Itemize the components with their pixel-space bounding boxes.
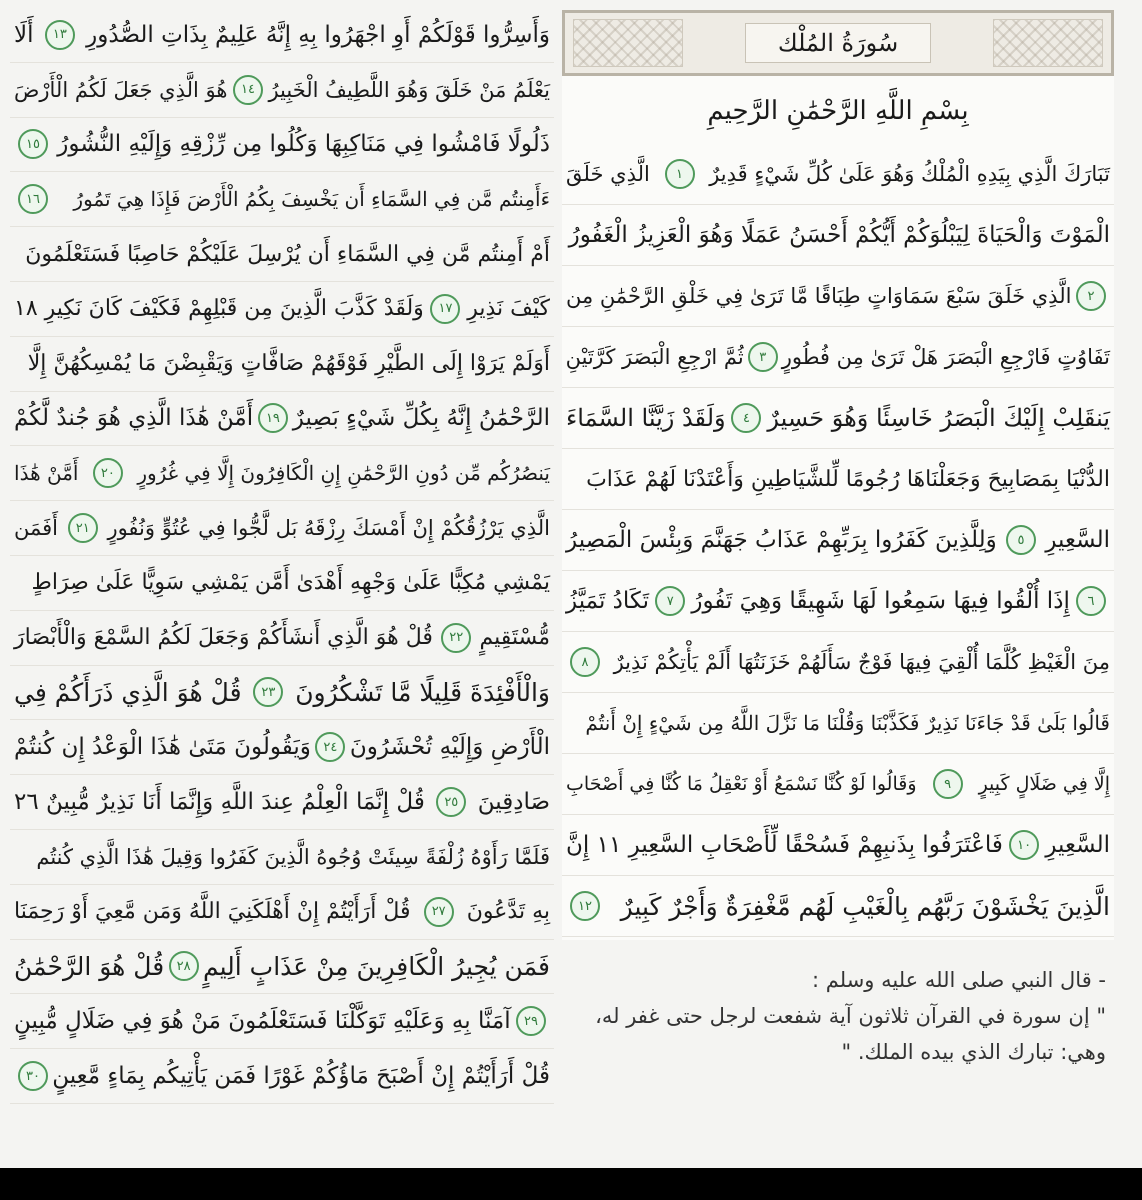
ayah-text: الْأَرْضِ وَإِلَيْهِ تُحْشَرُونَ [349,734,550,761]
ayah-line [10,720,554,775]
ayah-text: إِلَّا فِي ضَلَالٍ كَبِيرٍ [978,773,1110,795]
ayah-line [10,775,554,830]
verse-number-marker: ١٤ [233,75,263,105]
verse-number-marker: ١٥ [18,129,48,159]
verse-number-marker: ١٢ [570,891,600,921]
ayah-line [10,63,554,118]
verse-number-marker: ٤ [731,403,761,433]
ayah-line [10,885,554,940]
ayah-line [562,327,1114,388]
surah-header [562,10,1114,76]
verse-number-marker: ٢ [1076,281,1106,311]
ayah-text-continued: أَلَا [14,21,34,48]
hadith-quote [566,962,1106,1112]
left-column [10,8,554,1168]
ayah-line [10,172,554,227]
verse-number-marker: ٧ [655,586,685,616]
ayah-line [10,8,554,63]
ayah-text: الَّذِينَ يَخْشَوْنَ رَبَّهُم بِالْغَيْبِ لَهُم مَّغْفِرَةٌ وَأَجْرٌ كَبِيرٌ [620,891,1110,921]
ayah-text-continued: قُلْ إِنَّمَا الْعِلْمُ عِندَ اللَّهِ وَإِنَّمَا أَنَا نَذِيرٌ مُّبِينٌ ٢٦ [14,789,425,816]
ayah-text: صَادِقِينَ [477,789,550,816]
verse-number-marker: ٢٢ [441,623,471,653]
ayah-text-continued: قُلْ هُوَ الَّذِي ذَرَأَكُمْ فِي [14,677,242,707]
surah-title: سُورَةُ المُلْك [745,23,931,63]
ayah-text: الَّذِي خَلَقَ سَبْعَ سَمَاوَاتٍ طِبَاقًا مَّا تَرَىٰ فِي خَلْقِ الرَّحْمَٰنِ مِن [566,284,1072,308]
ayah-line [10,940,554,995]
ayah-text: الدُّنْيَا بِمَصَابِيحَ وَجَعَلْنَاهَا رُجُومًا لِّلشَّيَاطِينِ وَأَعْتَدْنَا لَهُمْ عَذَابَ [586,466,1110,492]
ayah-text-continued: وَلَقَدْ كَذَّبَ الَّذِينَ مِن قَبْلِهِمْ فَكَيْفَ كَانَ نَكِيرِ ١٨ [14,296,424,322]
ayah-text: مِنَ الْغَيْظِ كُلَّمَا أُلْقِيَ فِيهَا فَوْجٌ سَأَلَهُمْ خَزَنَتُهَا أَلَمْ يَأْتِكُمْ نَذِيرٌ [613,650,1110,674]
ayah-line [10,282,554,337]
verse-number-marker: ٨ [570,647,600,677]
ayah-text: قُلْ أَرَأَيْتُمْ إِنْ أَصْبَحَ مَاؤُكُمْ غَوْرًا فَمَن يَأْتِيكُم بِمَاءٍ مَّعِينٍ [52,1063,550,1090]
ayah-line [562,144,1114,205]
ayah-line [562,754,1114,815]
ayah-text-continued: هُوَ الَّذِي جَعَلَ لَكُمُ الْأَرْضَ [14,77,228,102]
ayah-text-continued: أَمَّنْ هَٰذَا [14,461,79,486]
ayah-text-continued: أَفَمَن [14,516,58,541]
ayah-line [10,446,554,501]
ayah-text: تَفَاوُتٍ فَارْجِعِ الْبَصَرَ هَلْ تَرَىٰ مِن فُطُورٍ [781,345,1110,369]
verse-number-marker: ١٦ [18,184,48,214]
ayah-text-continued: قُلْ هُوَ الَّذِي أَنشَأَكُمْ وَجَعَلَ لَكُمُ السَّمْعَ وَالْأَبْصَارَ [14,625,433,651]
ayah-line [562,632,1114,693]
ayah-text-continued: قُلْ أَرَأَيْتُمْ إِنْ أَهْلَكَنِيَ اللَّهُ وَمَن مَّعِيَ أَوْ رَحِمَنَا [14,899,411,925]
ayah-line [562,388,1114,449]
ayah-line [10,556,554,611]
hadith-line-1: - قال النبي صلى الله عليه وسلم : [812,968,1106,992]
ayah-text: الْمَوْتَ وَالْحَيَاةَ لِيَبْلُوَكُمْ أَيُّكُمْ أَحْسَنُ عَمَلًا وَهُوَ الْعَزِيزُ الْغَفُورُ [568,222,1110,248]
ornament-right-icon [993,19,1103,67]
ayah-line [10,830,554,885]
ayah-line [10,1049,554,1104]
ayah-text: يَنقَلِبْ إِلَيْكَ الْبَصَرُ خَاسِئًا وَهُوَ حَسِيرٌ [767,404,1110,432]
verse-number-marker: ٢٣ [253,677,283,707]
verse-number-marker: ٢٩ [516,1006,546,1036]
ayah-text: مُّسْتَقِيمٍ [479,625,550,651]
hadith-line-3: وهي: تبارك الذي بيده الملك. " [841,1040,1106,1064]
ayah-text-continued: أَمَّنْ هَٰذَا الَّذِي هُوَ جُندٌ لَّكُمْ [14,405,254,432]
ayah-text: أَمْ أَمِنتُم مَّن فِي السَّمَاءِ أَن يُرْسِلَ عَلَيْكُمْ حَاصِبًا فَسَتَعْلَمُونَ [25,241,550,267]
ayah-line [562,693,1114,754]
ayah-line [10,611,554,666]
ayah-text: فَلَمَّا رَأَوْهُ زُلْفَةً سِيئَتْ وُجُوهُ الَّذِينَ كَفَرُوا وَقِيلَ هَٰذَا الَّذِي كُنتُم [36,844,550,869]
ayah-line [10,118,554,173]
ayah-text-continued: ثُمَّ ارْجِعِ الْبَصَرَ كَرَّتَيْنِ [565,345,744,369]
verse-number-marker: ٢٠ [93,458,123,488]
verse-number-marker: ٢٤ [315,732,345,762]
verse-number-marker: ١٧ [430,294,460,324]
ayah-text: ءَأَمِنتُم مَّن فِي السَّمَاءِ أَن يَخْسِفَ بِكُمُ الْأَرْضَ فَإِذَا هِيَ تَمُورُ [73,187,550,212]
verse-number-marker: ١٣ [45,20,75,50]
ayah-text-continued: وَلِلَّذِينَ كَفَرُوا بِرَبِّهِمْ عَذَابُ جَهَنَّمَ وَبِئْسَ الْمَصِيرُ [566,527,997,553]
ayah-line [10,392,554,447]
ayah-text-continued: تَكَادُ تَمَيَّزُ [566,588,650,614]
verse-number-marker: ٥ [1006,525,1036,555]
ayah-line [10,994,554,1049]
verse-number-marker: ٦ [1076,586,1106,616]
ayah-text-continued: الَّذِي خَلَقَ [566,162,650,186]
verse-number-marker: ٣ [748,342,778,372]
ayah-text: السَّعِيرِ [1045,832,1110,858]
ayah-text: وَالْأَفْئِدَةَ قَلِيلًا مَّا تَشْكُرُونَ [295,677,550,707]
ornament-left-icon [573,19,683,67]
verse-number-marker: ٩ [933,769,963,799]
verse-number-marker: ١ [665,159,695,189]
ayah-text: كَيْفَ نَذِيرِ [467,296,550,322]
verse-number-marker: ٣٠ [18,1061,48,1091]
ayah-text: بِهِ تَدَّعُونَ [466,899,550,925]
hadith-line-2: " إن سورة في القرآن ثلاثون آية شفعت لرجل حتى غفر له، [595,1004,1106,1028]
bottom-bar [0,1168,1142,1200]
ayah-line [562,510,1114,571]
ayah-text-continued: قُلْ هُوَ الرَّحْمَٰنُ [14,951,165,981]
ayah-text: يَنصُرُكُم مِّن دُونِ الرَّحْمَٰنِ إِنِ الْكَافِرُونَ إِلَّا فِي غُرُورٍ [137,461,550,486]
verse-number-marker: ٢٧ [424,897,454,927]
verse-number-marker: ٢١ [68,513,98,543]
ayah-text: أَوَلَمْ يَرَوْا إِلَى الطَّيْرِ فَوْقَهُمْ صَافَّاتٍ وَيَقْبِضْنَ مَا يُمْسِكُهُنَّ إِلَّا [27,351,550,377]
verse-number-marker: ٢٨ [169,951,199,981]
ayah-text: الرَّحْمَٰنُ إِنَّهُ بِكُلِّ شَيْءٍ بَصِيرٌ [292,405,550,432]
ayah-line [10,227,554,282]
verse-number-marker: ٢٥ [436,787,466,817]
ayah-line [562,876,1114,937]
ayah-line [10,337,554,392]
right-column [562,10,1114,940]
right-ayah-lines [562,144,1114,937]
ayah-line [562,266,1114,327]
ayah-line [10,666,554,721]
ayah-line [562,205,1114,266]
ayah-text: وَأَسِرُّوا قَوْلَكُمْ أَوِ اجْهَرُوا بِهِ إِنَّهُ عَلِيمٌ بِذَاتِ الصُّدُورِ [86,21,550,48]
ayah-line [562,815,1114,876]
ayah-text-continued: فَاعْتَرَفُوا بِذَنبِهِمْ فَسُحْقًا لِّأَصْحَابِ السَّعِيرِ ١١ إِنَّ [566,832,1003,858]
verse-number-marker: ١٩ [258,403,288,433]
verse-number-marker: ١٠ [1009,830,1039,860]
ayah-line [562,571,1114,632]
left-ayah-lines [10,8,554,1104]
ayah-text: إِذَا أُلْقُوا فِيهَا سَمِعُوا لَهَا شَهِيقًا وَهِيَ تَفُورُ [691,588,1070,614]
ayah-line [10,501,554,556]
ayah-text: يَعْلَمُ مَنْ خَلَقَ وَهُوَ اللَّطِيفُ الْخَبِيرُ [268,77,550,102]
ayah-text-continued: وَلَقَدْ زَيَّنَّا السَّمَاءَ [566,404,726,432]
basmala: بِسْمِ اللَّهِ الرَّحْمَٰنِ الرَّحِيمِ [707,96,969,126]
ayah-text: السَّعِيرِ [1045,527,1110,553]
ayah-text: فَمَن يُجِيرُ الْكَافِرِينَ مِنْ عَذَابٍ أَلِيمٍ [202,951,550,981]
ayah-text: الَّذِي يَرْزُقُكُمْ إِنْ أَمْسَكَ رِزْقَهُ بَل لَّجُّوا فِي عُتُوٍّ وَنُفُورٍ [107,516,550,541]
ayah-text: قَالُوا بَلَىٰ قَدْ جَاءَنَا نَذِيرٌ فَكَذَّبْنَا وَقُلْنَا مَا نَزَّلَ اللَّهُ مِن شَيْءٍ إِنْ أَنتُمْ [585,711,1110,735]
ayah-text: تَبَارَكَ الَّذِي بِيَدِهِ الْمُلْكُ وَهُوَ عَلَىٰ كُلِّ شَيْءٍ قَدِيرٌ [709,162,1110,186]
ayah-text: ذَلُولًا فَامْشُوا فِي مَنَاكِبِهَا وَكُلُوا مِن رِّزْقِهِ وَإِلَيْهِ النُّشُورُ [57,131,550,158]
ayah-text-continued: وَيَقُولُونَ مَتَىٰ هَٰذَا الْوَعْدُ إِن كُنتُمْ [14,734,311,761]
ayah-line [562,449,1114,510]
ayah-text: آمَنَّا بِهِ وَعَلَيْهِ تَوَكَّلْنَا فَسَتَعْلَمُونَ مَنْ هُوَ فِي ضَلَالٍ مُّبِينٍ [14,1008,511,1035]
ayah-text-continued: وَقَالُوا لَوْ كُنَّا نَسْمَعُ أَوْ نَعْقِلُ مَا كُنَّا فِي أَصْحَابِ [566,773,917,795]
ayah-text: يَمْشِي مُكِبًّا عَلَىٰ وَجْهِهِ أَهْدَىٰ أَمَّن يَمْشِي سَوِيًّا عَلَىٰ صِرَاطٍ [31,570,550,596]
